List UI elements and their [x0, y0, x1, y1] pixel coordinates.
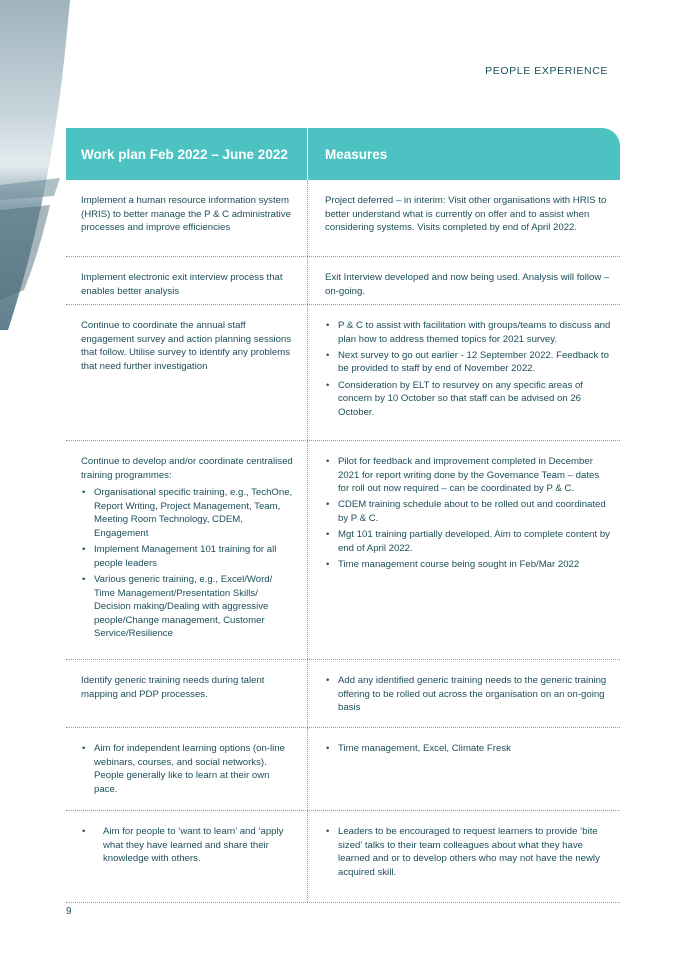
measure-text: Project deferred – in interim: Visit other organisations with HRIS to better understand what is currently on offer and to assist when considering systems. Visits completed by end of April 2022.	[325, 195, 607, 234]
measure-list	[325, 674, 612, 715]
list-item: • Time management, Excel, Climate Fresk	[325, 742, 612, 756]
list-item: • Organisational specific training, e.g., TechOne, Report Writing, Project Management, Team, Meeting Room Technology, CDEM, Engagement	[81, 486, 293, 540]
table-row	[66, 660, 620, 728]
work-plan-table	[66, 128, 620, 903]
table-row	[66, 441, 620, 660]
plan-text: Continue to coordinate the annual staff engagement survey and action planning sessions that follow. Utilise survey to identify any problems that need further investigation	[81, 320, 292, 372]
column-header-work-plan: Work plan Feb 2022 – June 2022	[66, 128, 308, 180]
list-item: • Various generic training, e.g., Excel/Word/ Time Management/Presentation Skills/ Decision making/Dealing with aggressive people/Change management, Customer Service/Resilience	[81, 573, 293, 641]
list-item: • Consideration by ELT to resurvey on any specific areas of concern by 10 October so that staff can be advised on 26 October.	[325, 379, 612, 420]
plan-text: Implement electronic exit interview process that enables better analysis	[81, 272, 283, 297]
coastal-photo-strip	[0, 0, 70, 330]
list-item: • P & C to assist with facilitation with groups/teams to discuss and plan how to address themed topics for 2021 survey.	[325, 319, 612, 346]
measure-text: Exit Interview developed and now being used. Analysis will follow – on-going.	[325, 272, 610, 297]
section-title: PEOPLE EXPERIENCE	[485, 65, 608, 77]
table-row	[66, 728, 620, 811]
list-item: • CDEM training schedule about to be rolled out and coordinated by P & C.	[325, 498, 612, 525]
plan-text: Identify generic training needs during talent mapping and PDP processes.	[81, 675, 265, 700]
plan-text: Continue to develop and/or coordinate centralised training programmes:	[81, 456, 293, 481]
measure-list	[325, 319, 612, 419]
table-row	[66, 305, 620, 441]
table-row	[66, 257, 620, 305]
list-item: • Aim for independent learning options (on-line webinars, courses, and social networks). People generally like to learn at their own pace.	[81, 742, 293, 796]
list-item: • Next survey to go out earlier - 12 September 2022. Feedback to be provided to staff by end of November 2022.	[325, 349, 612, 376]
list-item: • Time management course being sought in Feb/Mar 2022	[325, 558, 612, 572]
measure-list	[325, 825, 612, 879]
list-item: • Aim for people to ‘want to learn’ and ‘apply what they have learned and share their knowledge with others.	[81, 825, 293, 866]
plan-list	[81, 825, 293, 866]
column-header-measures: Measures	[325, 146, 388, 162]
list-item: • Pilot for feedback and improvement completed in December 2021 for report writing done by the Governance Team – dates for roll out now required – can be coordinated by P & C.	[325, 455, 612, 496]
plan-text: Implement a human resource information system (HRIS) to better manage the P & C administrative processes and improve efficiencies	[81, 195, 291, 234]
measure-list	[325, 455, 612, 572]
list-item: • Mgt 101 training partially developed. Aim to complete content by end of April 2022.	[325, 528, 612, 555]
list-item: • Leaders to be encouraged to request learners to provide ‘bite sized’ talks to their team colleagues about what they have learned and or to develop others who may not have the newly acquired skill.	[325, 825, 612, 879]
table-row	[66, 811, 620, 903]
measure-list	[325, 742, 612, 756]
list-item: • Add any identified generic training needs to the generic training offering to be rolled out across the organisation on an on-going basis	[325, 674, 612, 715]
list-item: • Implement Management 101 training for all people leaders	[81, 543, 293, 570]
plan-list	[81, 486, 293, 641]
table-header	[66, 128, 620, 180]
table-row	[66, 180, 620, 257]
plan-list	[81, 742, 293, 796]
page-number: 9	[66, 906, 72, 917]
